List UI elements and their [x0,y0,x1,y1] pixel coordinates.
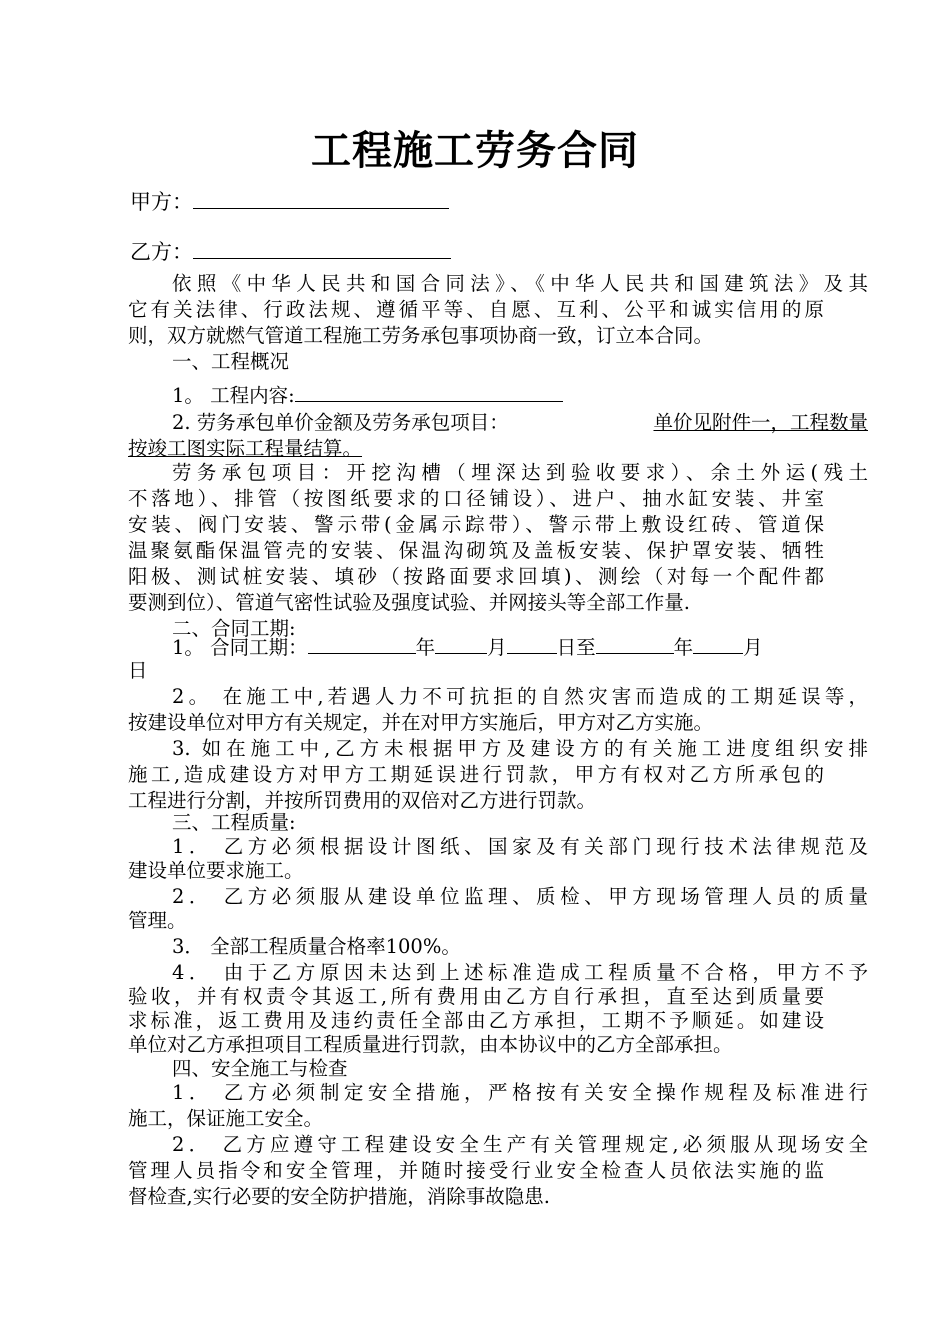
party-a-label: 甲方： [130,190,193,214]
work-content-label: 1。 工程内容: [172,384,295,407]
body-line: 日 [128,659,148,682]
party-b-line [130,236,451,267]
contract-period-line [128,634,824,661]
body-line: 3． 全部工程质量合格率100%。 [172,935,461,958]
body-line: 工程进行分割，并按所罚费用的双倍对乙方进行罚款。 [128,789,597,812]
body-line: 督检查,实行必要的安全防护措施，消除事故隐患. [128,1185,550,1208]
section-heading: 三、工程质量: [172,811,296,834]
body-line: 2。 在施工中,若遇人力不可抗拒的自然灾害而造成的工期延误等， [172,685,868,708]
body-line: 1． 乙方必须根据设计图纸、国家及有关部门现行技术法律规范及 [172,835,868,858]
start-month-blank[interactable] [435,634,487,654]
end-year-blank[interactable] [596,634,674,654]
month-label: 月 [743,636,763,659]
body-line: 3. 如在施工中,乙方未根据甲方及建设方的有关施工进度组织安排 [172,737,868,760]
body-line: 施工,造成建设方对甲方工期延误进行罚款，甲方有权对乙方所承包的 [128,763,824,786]
start-day-blank[interactable] [507,634,557,654]
unit-price-note: 单价见附件一，工程数量 [653,411,868,434]
body-line: 验收，并有权责令其返工,所有费用由乙方自行承担，直至达到质量要 [128,985,824,1008]
body-line: 安装、阀门安装、警示带(金属示踪带）、警示带上敷设红砖、管道保 [128,513,824,536]
section-heading: 一、工程概况 [172,350,290,373]
body-line: 依照《中华人民共和国合同法》、《中华人民共和国建筑法》及其 [172,272,868,295]
body-line: 2． 乙方应遵守工程建设安全生产有关管理规定,必须服从现场安全 [172,1133,868,1156]
day-to-label: 日至 [556,636,596,659]
section-heading: 二、合同工期: [172,617,296,640]
body-line: 4． 由于乙方原因未达到上述标准造成工程质量不合格，甲方不予 [172,961,868,984]
work-content-line [128,382,868,409]
party-a-line [130,186,449,217]
section-heading: 四、安全施工与检查 [172,1057,348,1080]
body-line: 求标准，返工费用及违约责任全部由乙方承担，工期不予顺延。如建设 [128,1009,824,1032]
unit-price-line [128,410,868,436]
body-line: 阳极、测试桩安装、填砂（按路面要求回填)、测绘（对每一个配件都 [128,565,824,588]
year-label: 年 [415,636,436,659]
work-content-blank[interactable] [295,382,563,402]
start-year-blank[interactable] [308,634,416,654]
body-line: 温聚氨酯保温管壳的安装、保温沟砌筑及盖板安装、保护罩安装、牺牲 [128,539,824,562]
body-line: 按建设单位对甲方有关规定，并在对甲方实施后，甲方对乙方实施。 [128,711,714,734]
body-line: 劳务承包项目：开挖沟槽（埋深达到验收要求）、余土外运(残土 [172,461,868,484]
body-line: 它有关法律、行政法规、遵循平等、自愿、互利、公平和诚实信用的原 [128,298,824,321]
document-title: 工程施工劳务合同 [311,127,639,174]
body-line: 2． 乙方必须服从建设单位监理、质检、甲方现场管理人员的质量 [172,885,868,908]
body-line: 管理。 [128,909,187,932]
body-line: 施工，保证施工安全。 [128,1107,324,1130]
body-line: 单位对乙方承担项目工程质量进行罚款，由本协议中的乙方全部承担。 [128,1033,733,1056]
party-b-blank[interactable] [193,236,451,259]
month-label: 月 [487,636,507,659]
unit-price-note-cont: 按竣工图实际工程量结算。 [128,437,363,460]
body-line: 建设单位要求施工。 [128,859,304,882]
contract-period-label: 1。 合同工期： [172,636,308,659]
end-month-blank[interactable] [693,634,743,654]
body-line: 要测到位）、管道气密性试验及强度试验、并网接头等全部工作量. [128,591,690,614]
body-line: 则，双方就燃气管道工程施工劳务承包事项协商一致，订立本合同。 [128,324,714,347]
unit-price-label: 2. 劳务承包单价金额及劳务承包项目： [172,411,509,434]
party-a-blank[interactable] [193,186,449,209]
year-label: 年 [673,636,694,659]
body-line: 不落地）、排管（按图纸要求的口径铺设）、进户、抽水缸安装、井室 [128,487,824,510]
party-b-label: 乙方： [130,240,193,264]
body-line: 管理人员指令和安全管理，并随时接受行业安全检查人员依法实施的监 [128,1159,824,1182]
body-line: 1． 乙方必须制定安全措施，严格按有关安全操作规程及标准进行 [172,1081,868,1104]
